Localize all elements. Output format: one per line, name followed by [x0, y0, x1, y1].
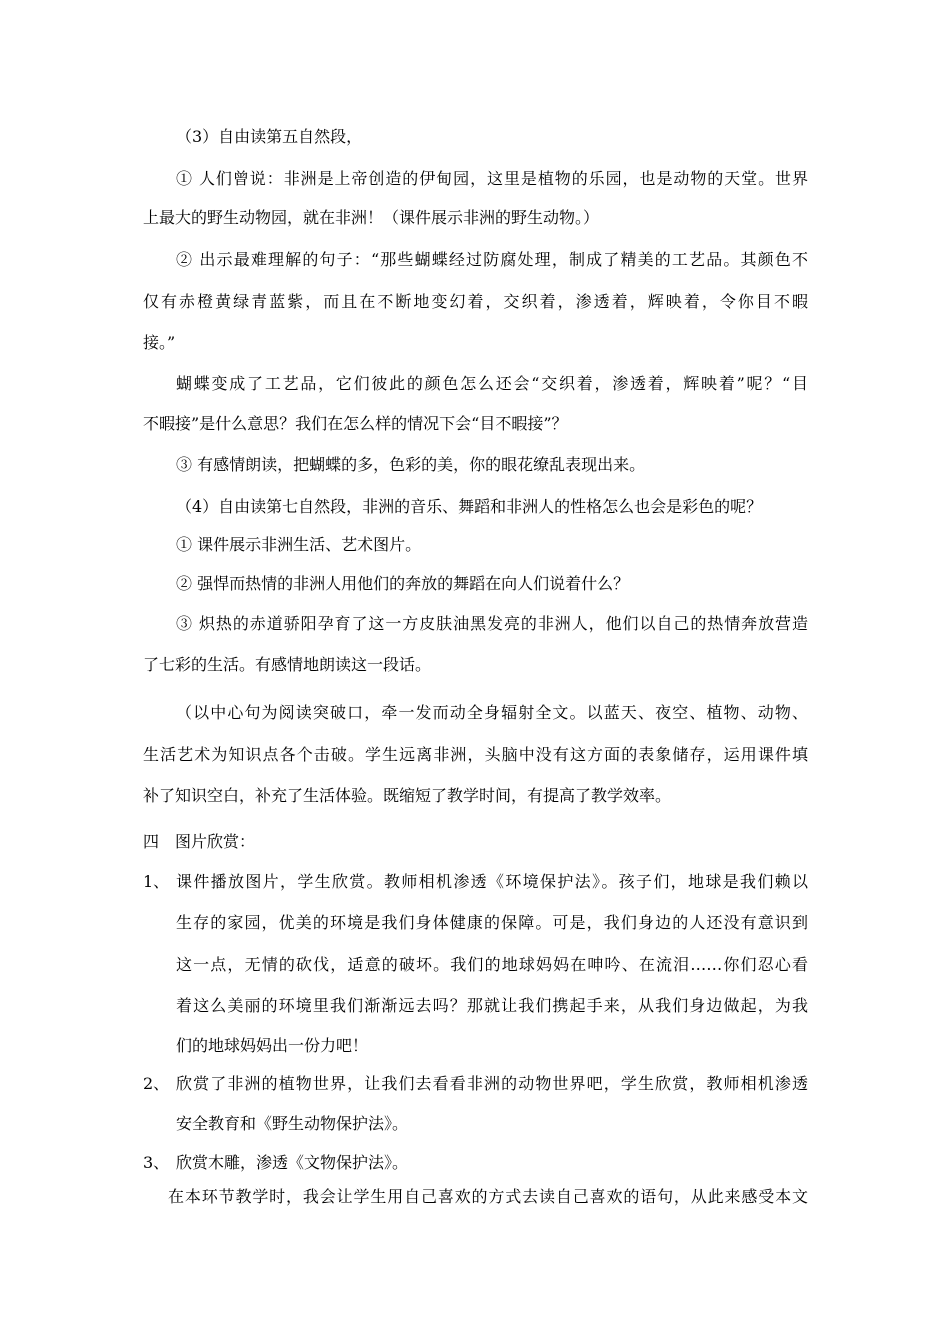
paragraph-line: ③ 有感情朗读，把蝴蝶的多，色彩的美，你的眼花缭乱表现出来。: [176, 455, 646, 474]
section3-heading: （3）自由读第五自然段，: [176, 127, 363, 146]
note-line: 补了知识空白，补充了生活体验。既缩短了教学时间，有提高了教学效率。: [143, 786, 672, 805]
list-item-line: 安全教育和《野生动物保护法》。: [176, 1114, 409, 1133]
paragraph-line: 仅有赤橙黄绿青蓝紫，而且在不断地变幻着，交织着，渗透着，辉映着，令你目不暇: [143, 292, 808, 311]
list-item-line: 们的地球妈妈出一份力吧！: [176, 1036, 369, 1055]
paragraph-line: 了七彩的生活。有感情地朗读这一段话。: [143, 655, 432, 674]
paragraph-line: 接。”: [143, 333, 176, 352]
list-number: 1、: [143, 872, 170, 891]
part4-heading: 四 图片欣赏：: [143, 832, 256, 851]
paragraph-line: ① 人们曾说：非洲是上帝创造的伊甸园，这里是植物的乐园，也是动物的天堂。世界: [176, 169, 808, 188]
list-item-line: 课件播放图片，学生欣赏。教师相机渗透《环境保护法》。孩子们，地球是我们赖以: [176, 872, 808, 891]
list-item-line: 欣赏木雕，渗透《文物保护法》。: [176, 1153, 409, 1172]
section4-heading: （4）自由读第七自然段，非洲的音乐、舞蹈和非洲人的性格怎么也会是彩色的呢？: [176, 497, 763, 516]
list-item-line: 这一点，无情的砍伐，适意的破坏。我们的地球妈妈在呻吟、在流泪……你们忍心看: [176, 955, 808, 974]
paragraph-line: 不暇接”是什么意思？我们在怎么样的情况下会“目不暇接”？: [143, 414, 568, 433]
paragraph-line: 上最大的野生动物园，就在非洲！（课件展示非洲的野生动物。）: [143, 208, 600, 227]
list-number: 2、: [143, 1074, 170, 1093]
note-line: （以中心句为阅读突破口，牵一发而动全身辐射全文。以蓝天、夜空、植物、动物、: [176, 703, 808, 722]
list-item-line: 欣赏了非洲的植物世界，让我们去看看非洲的动物世界吧，学生欣赏，教师相机渗透: [176, 1074, 808, 1093]
paragraph-line: ② 强悍而热情的非洲人用他们的奔放的舞蹈在向人们说着什么？: [176, 574, 630, 593]
paragraph-line: 蝴蝶变成了工艺品，它们彼此的颜色怎么还会“交织着，渗透着，辉映着”呢？“目: [176, 374, 808, 393]
paragraph-line: ② 出示最难理解的句子：“那些蝴蝶经过防腐处理，制成了精美的工艺品。其颜色不: [176, 250, 808, 269]
paragraph-line: ③ 炽热的赤道骄阳孕育了这一方皮肤油黑发亮的非洲人，他们以自己的热情奔放营造: [176, 614, 808, 633]
list-number: 3、: [143, 1153, 170, 1172]
note-line: 生活艺术为知识点各个击破。学生远离非洲，头脑中没有这方面的表象储存，运用课件填: [143, 745, 808, 764]
paragraph-line: ① 课件展示非洲生活、艺术图片。: [176, 535, 422, 554]
list-item-line: 生存的家园，优美的环境是我们身体健康的保障。可是，我们身边的人还没有意识到: [176, 913, 808, 932]
list-item-line: 着这么美丽的环境里我们渐渐远去吗？那就让我们携起手来，从我们身边做起，为我: [176, 996, 808, 1015]
closing-line: 在本环节教学时，我会让学生用自己喜欢的方式去读自己喜欢的语句，从此来感受本文: [168, 1187, 808, 1206]
